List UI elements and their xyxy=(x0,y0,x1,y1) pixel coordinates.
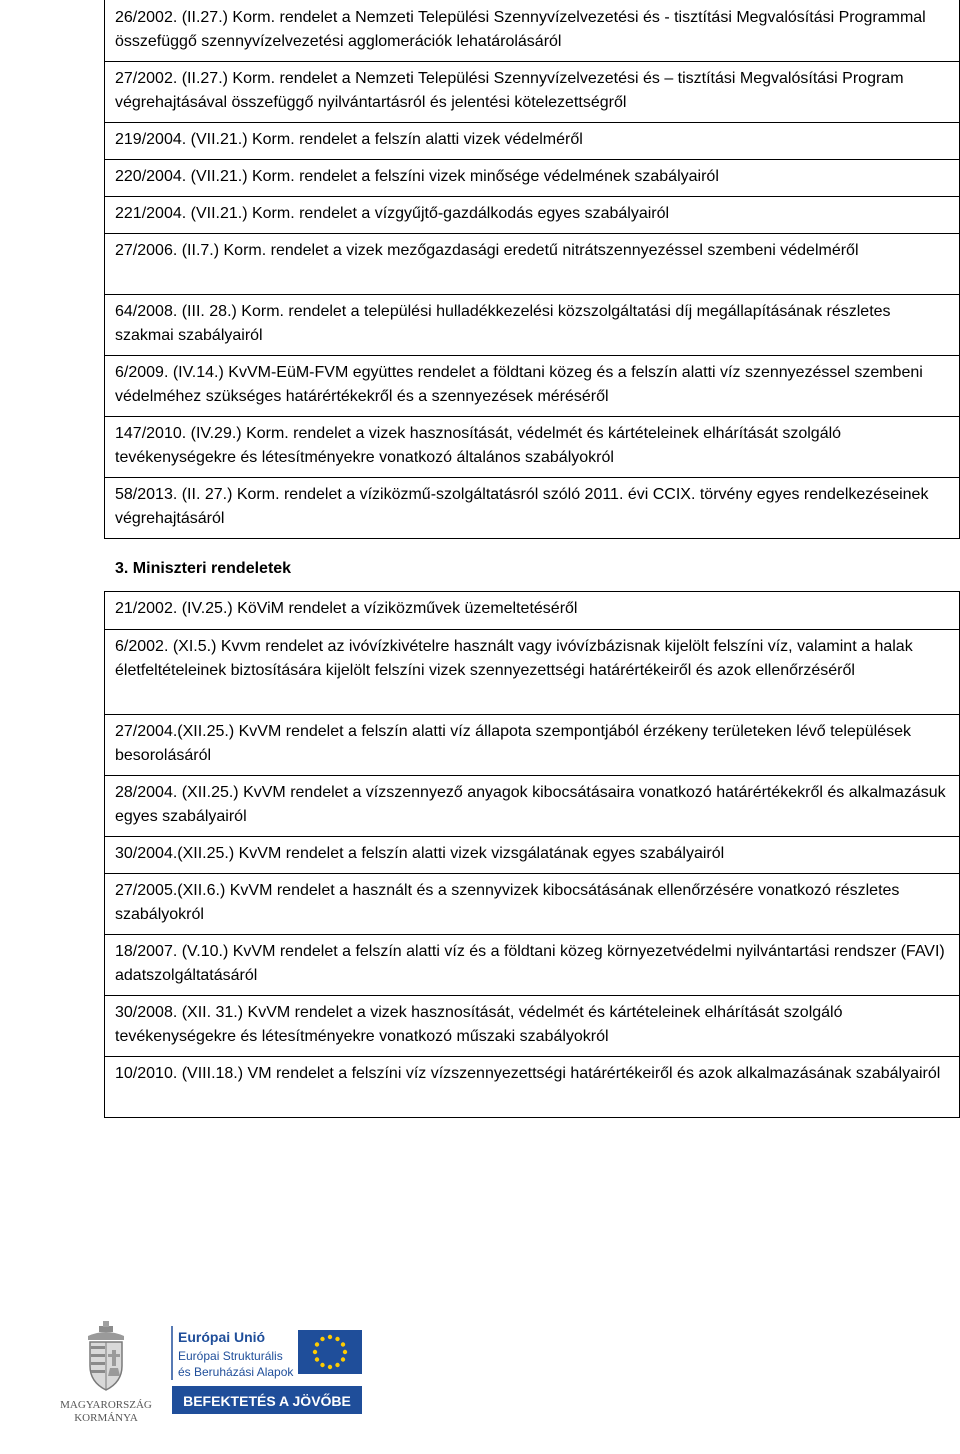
decree-row: 27/2005.(XII.6.) KvVM rendelet a használt és a szennyvizek kibocsátásának ellenőrzésére vonatkozó részletes szabályokról xyxy=(105,873,959,934)
decree-row: 28/2004. (XII.25.) KvVM rendelet a vízszennyező anyagok kibocsátásaira vonatkozó határértékekről és alkalmazásuk egyes szabályairól xyxy=(105,775,959,836)
decree-row: 10/2010. (VIII.18.) VM rendelet a felszíni víz vízszennyezettségi határértékeiről és azok alkalmazásának szabályairól xyxy=(105,1056,959,1117)
decree-row: 147/2010. (IV.29.) Korm. rendelet a vizek hasznosítását, védelmét és kártételeinek elhárítását szolgáló tevékenységekre és létesítményekre vonatkozó általános szabályokról xyxy=(105,416,959,477)
decree-row: 220/2004. (VII.21.) Korm. rendelet a felszíni vizek minősége védelmének szabályairól xyxy=(105,159,959,196)
decree-row: 64/2008. (III. 28.) Korm. rendelet a települési hulladékkezelési közszolgáltatási díj megállapításának részletes szakmai szabályairól xyxy=(105,294,959,355)
section-heading: 3. Miniszteri rendeletek xyxy=(115,560,292,577)
gov-logo-line1: MAGYARORSZÁG xyxy=(60,1399,152,1411)
decree-row: 21/2002. (IV.25.) KöViM rendelet a víziközművek üzemeltetéséről xyxy=(115,600,578,617)
decree-row: 58/2013. (II. 27.) Korm. rendelet a víziközmű-szolgáltatásról szóló 2011. évi CCIX. törvény egyes rendelkezéseinek végrehajtásáról xyxy=(105,477,959,538)
funding-footer xyxy=(0,1320,960,1449)
decree-row: 30/2008. (XII. 31.) KvVM rendelet a vizek hasznosítását, védelmét és kártételeinek elhárítását szolgáló tevékenységekre és létesítményekre vonatkozó műszaki szabályokról xyxy=(105,995,959,1056)
government-decrees-table xyxy=(104,0,960,539)
decree-row: 18/2007. (V.10.) KvVM rendelet a felszín alatti víz és a földtani közeg környezetvédelmi nyilvántartási rendszer (FAVI) adatszolgáltatásáról xyxy=(105,934,959,995)
decree-row: 27/2004.(XII.25.) KvVM rendelet a felszín alatti víz állapota szempontjából érzékeny területeken lévő települések besorolásáról xyxy=(105,714,959,775)
decree-row: 6/2009. (IV.14.) KvVM-EüM-FVM együttes rendelet a földtani közeg és a felszín alatti víz szennyezéssel szembeni védelméhez szükséges határértékekről és a szennyezések méréséről xyxy=(105,355,959,416)
eu-title: Európai Unió xyxy=(178,1329,266,1345)
decree-row: 27/2002. (II.27.) Korm. rendelet a Nemzeti Települési Szennyvízelvezetési és – tisztítási Megvalósítási Program végrehajtásával összefüggő nyilvántartásról és jelentési kötelezettségről xyxy=(105,61,959,122)
coat-of-arms-icon xyxy=(88,1321,124,1390)
decree-row: 30/2004.(XII.25.) KvVM rendelet a felszín alatti vizek vizsgálatának egyes szabályairól xyxy=(105,836,959,873)
footer-graphics xyxy=(0,1320,960,1449)
decree-row: 27/2006. (II.7.) Korm. rendelet a vizek mezőgazdasági eredetű nitrátszennyezéssel szembeni védelméről xyxy=(105,233,959,294)
decree-row: 6/2002. (XI.5.) Kvvm rendelet az ivóvízkivételre használt vagy ivóvízbázisnak kijelölt felszíni víz, valamint a halak életfeltételeinek biztosítására kijelölt felszíni vizek szennyezettségi határértékeiről és azok ellenőrzéséről xyxy=(105,629,959,714)
ministerial-decrees-table xyxy=(104,591,960,1118)
decree-row: 221/2004. (VII.21.) Korm. rendelet a vízgyűjtő-gazdálkodás egyes szabályairól xyxy=(105,196,959,233)
decree-row: 219/2004. (VII.21.) Korm. rendelet a felszín alatti vizek védelméről xyxy=(105,122,959,159)
eu-flag-icon xyxy=(298,1330,362,1374)
decree-row: 26/2002. (II.27.) Korm. rendelet a Nemzeti Települési Szennyvízelvezetési és - tisztítási Megvalósítási Programmal összefüggő szennyvízelvezetési agglomerációk lehatárolásáról xyxy=(115,9,926,50)
banner-text: BEFEKTETÉS A JÖVŐBE xyxy=(183,1393,351,1409)
eu-subtitle-line1: Európai Strukturális xyxy=(178,1349,283,1363)
gov-logo-line2: KORMÁNYA xyxy=(74,1412,138,1424)
eu-subtitle-line2: és Beruházási Alapok xyxy=(178,1365,294,1379)
